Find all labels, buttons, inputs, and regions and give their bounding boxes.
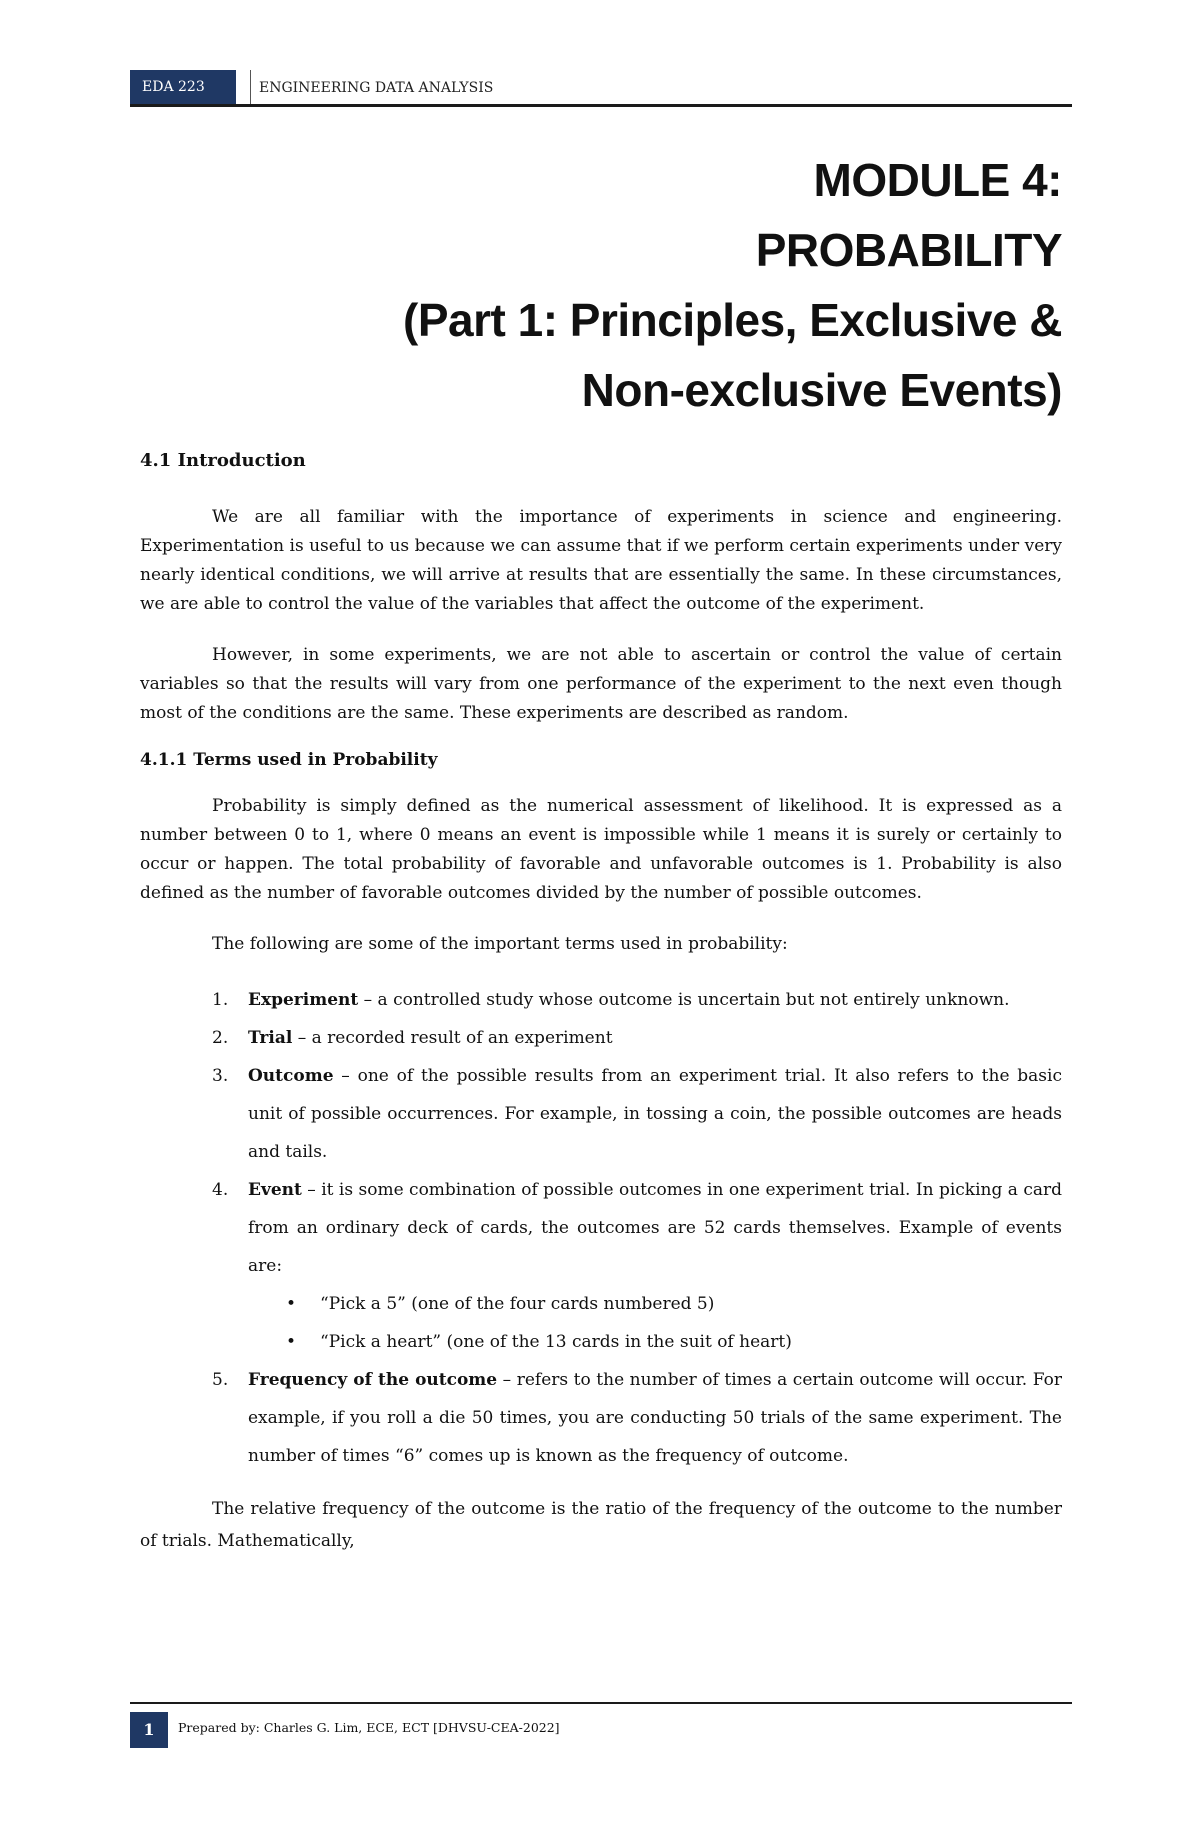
relative-frequency-paragraph: The relative frequency of the outcome is the ratio of the frequency of the outcome to the number of trials. Mathematically,: [140, 1499, 1062, 1551]
subsection-heading: 4.1.1 Terms used in Probability: [140, 750, 438, 770]
term-item: [140, 1361, 1062, 1475]
document-body: [140, 450, 1062, 1579]
terms-list: [140, 981, 1062, 1475]
term-name: Frequency of the outcome: [248, 1370, 498, 1390]
term-number: 3.: [212, 1066, 229, 1086]
term-number: 1.: [212, 990, 229, 1010]
term-number: 4.: [212, 1180, 229, 1200]
term-definition: – refers to the number of times a certain outcome will occur. For example, if you roll a die 50 times, you are conducting 50 trials of the same experiment. The number of times “6” comes up is known as the frequency of outcome.: [248, 1370, 1062, 1466]
term-number: 2.: [212, 1028, 229, 1048]
term-name: Trial: [248, 1028, 293, 1048]
term-item: [140, 1057, 1062, 1171]
section-heading: 4.1 Introduction: [140, 450, 306, 471]
bullet-icon: •: [286, 1294, 297, 1314]
term-number: 5.: [212, 1370, 229, 1390]
event-examples: [248, 1285, 1062, 1361]
prepared-by: Prepared by: Charles G. Lim, ECE, ECT [DHVSU-CEA-2022]: [178, 1720, 560, 1735]
term-name: Experiment: [248, 990, 359, 1010]
probability-definition-text: Probability is simply defined as the numerical assessment of likelihood. It is expressed as a number between 0 to 1, where 0 means an event is impossible while 1 means it is surely or certainly to occur or happen. The total probability of favorable and unfavorable outcomes is 1. Probability is also defined as the number of favorable outcomes divided by the number of possible outcomes.: [140, 796, 1062, 903]
intro-paragraph-2: However, in some experiments, we are not able to ascertain or control the value of certain variables so that the results will vary from one performance of the experiment to the next even though most of the conditions are the same. These experiments are described as random.: [140, 645, 1062, 723]
term-definition: – one of the possible results from an experiment trial. It also refers to the basic unit of possible occurrences. For example, in tossing a coin, the possible outcomes are heads and tails.: [248, 1066, 1062, 1162]
intro-paragraph-1: We are all familiar with the importance of experiments in science and engineering. Experimentation is useful to us because we can assume that if we perform certain experiments under very nearly identical conditions, we will arrive at results that are essentially the same. In these circumstances, we are able to control the value of the variables that affect the outcome of the experiment.: [140, 507, 1062, 614]
event-example-item: [248, 1285, 1062, 1323]
event-example-text: “Pick a heart” (one of the 13 cards in the suit of heart): [320, 1332, 792, 1352]
term-definition: – a recorded result of an experiment: [292, 1028, 613, 1048]
term-item: [140, 1171, 1062, 1361]
title-line-3: (Part 1: Principles, Exclusive &: [403, 294, 1062, 346]
term-definition: – a controlled study whose outcome is uncertain but not entirely unknown.: [358, 990, 1010, 1010]
title-line-1: MODULE 4:: [813, 154, 1062, 206]
title-line-2: PROBABILITY: [755, 224, 1062, 276]
module-title: [403, 145, 1062, 425]
term-definition: – it is some combination of possible outcomes in one experiment trial. In picking a card from an ordinary deck of cards, the outcomes are 52 cards themselves. Example of events are:: [248, 1180, 1062, 1276]
event-example-text: “Pick a 5” (one of the four cards numbered 5): [320, 1294, 715, 1314]
course-code: EDA 223: [130, 70, 236, 104]
event-example-item: [248, 1323, 1062, 1361]
term-name: Event: [248, 1180, 302, 1200]
term-item: [140, 1019, 1062, 1057]
title-line-4: Non-exclusive Events): [581, 364, 1062, 416]
page-header: [130, 70, 1072, 107]
term-name: Outcome: [248, 1066, 334, 1086]
course-name: ENGINEERING DATA ANALYSIS: [250, 70, 493, 104]
page-footer: [130, 1702, 1072, 1744]
terms-intro: The following are some of the important terms used in probability:: [212, 934, 788, 954]
probability-definition: [140, 792, 1062, 908]
term-item: [140, 981, 1062, 1019]
bullet-icon: •: [286, 1332, 297, 1352]
page-number: 1: [130, 1712, 168, 1748]
